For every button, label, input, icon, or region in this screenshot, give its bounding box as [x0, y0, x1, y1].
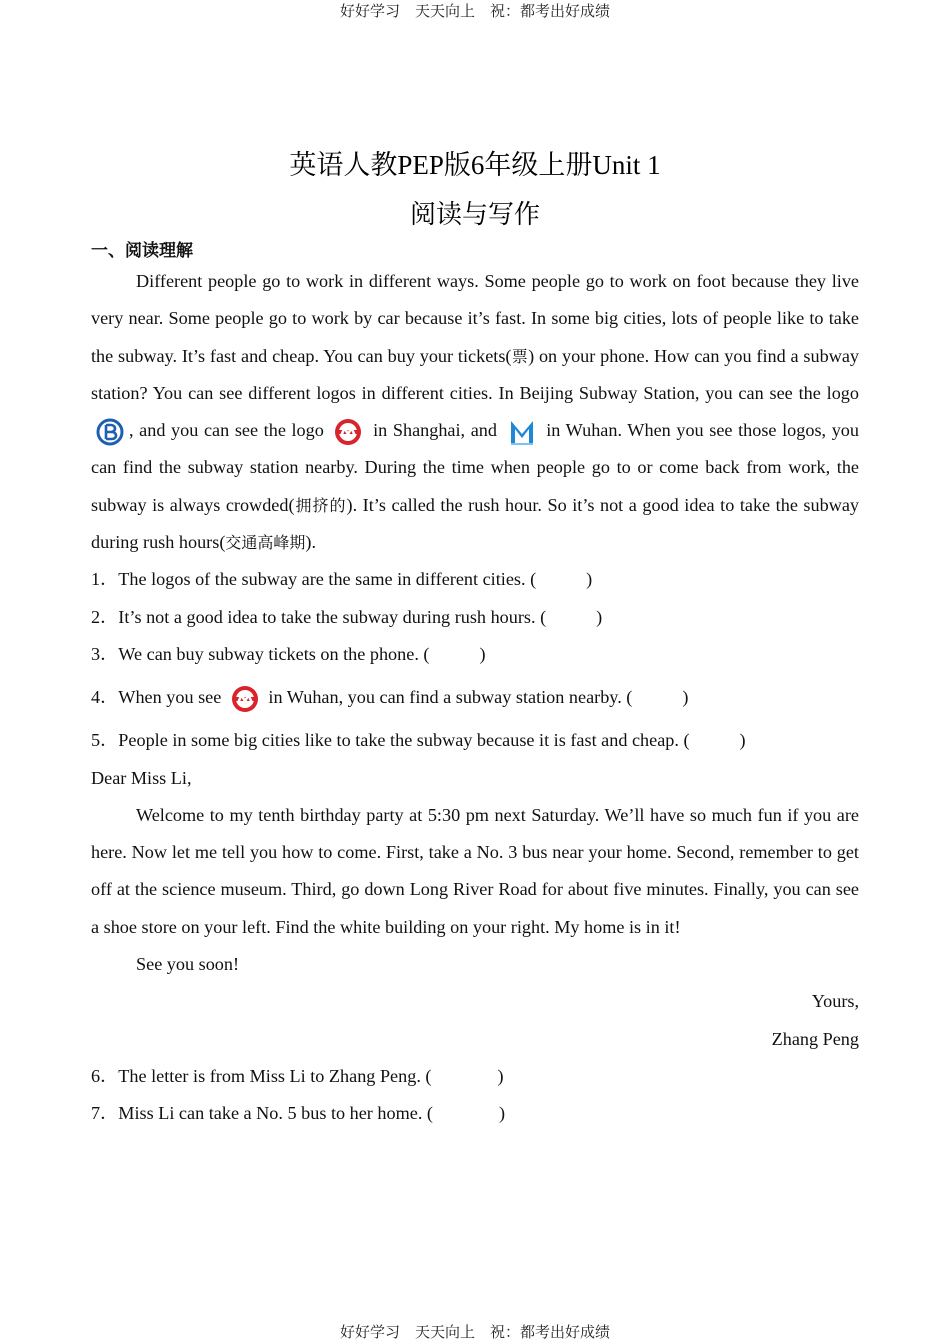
page-header: 好好学习 天天向上 祝：都考出好成绩	[339, 2, 610, 20]
letter-closing: See you soon!	[136, 954, 240, 975]
passage-text: in Shanghai, and	[367, 420, 503, 441]
page-footer: 好好学习 天天向上 祝：都考出好成绩	[339, 1323, 610, 1341]
passage-cn-note: 票	[511, 346, 529, 366]
letter-signature: Zhang Peng	[771, 1028, 859, 1049]
beijing-subway-logo-icon	[95, 417, 125, 447]
question-6: 6．The letter is from Miss Li to Zhang Peng. ( )	[91, 1065, 504, 1086]
question-5: 5．People in some big cities like to take the subway because it is fast and cheap. ( )	[91, 730, 746, 751]
wuhan-metro-logo-icon	[507, 417, 537, 447]
question-1: 1．The logos of the subway are the same in different cities. ( )	[91, 569, 593, 590]
passage-cn-note: 交通高峰期	[225, 533, 306, 553]
question-3: 3．We can buy subway tickets on the phone. ( )	[91, 643, 486, 664]
letter-greeting: Dear Miss Li,	[91, 767, 192, 788]
passage-text: , and you can see the logo	[129, 420, 330, 441]
question-7: 7．Miss Li can take a No. 5 bus to her home. ( )	[91, 1103, 506, 1124]
passage-text: Different people go to work in different ways. Some people go to work on foot because they live very near. Some people go to work by car because it’s fast. In some big cities, lots of people like to take the subway. It’s fast and cheap. You can buy your tickets(	[91, 271, 859, 366]
worksheet-subtitle: 阅读与写作	[409, 200, 540, 230]
shanghai-metro-logo-icon	[230, 684, 260, 714]
worksheet-title: 英语人教PEP版6年级上册Unit 1	[289, 150, 661, 180]
shanghai-metro-logo-icon	[333, 417, 363, 447]
passage-cn-note: 拥挤的	[294, 495, 347, 515]
passage-text: ) on your phone. How can you find a subway station? You can see different logos in different cities. In Beijing Subway Station, you can see the logo	[91, 345, 859, 403]
question-2: 2．It’s not a good idea to take the subway during rush hours. ( )	[91, 606, 603, 627]
passage-text: ). It’s called the rush hour. So it’s not a good idea to take the subway during rush hours(	[91, 494, 859, 553]
letter-signoff: Yours,	[811, 991, 859, 1012]
passage-text: in Wuhan. When you see those logos, you can find the subway station nearby. During the time when people go to or come back from work, the subway is always crowded(	[91, 420, 859, 515]
question-4: 4．When you see in Wuhan, you can find a subway station nearby. ( )	[91, 673, 859, 722]
passage-text: ).	[305, 532, 316, 553]
letter-body: Welcome to my tenth birthday party at 5:30 pm next Saturday. We’ll have so much fun if you are here. Now let me tell you how to come. First, take a No. 3 bus near your home. Second, remember to get off at the science museum. Third, go down Long River Road for about five minutes. Finally, you can see a shoe store on your left. Find the white building on your right. My home is in it!	[91, 804, 859, 937]
worksheet-content	[91, 263, 859, 1133]
reading-passage	[91, 263, 859, 561]
section-heading-reading: 一、阅读理解	[91, 241, 193, 261]
